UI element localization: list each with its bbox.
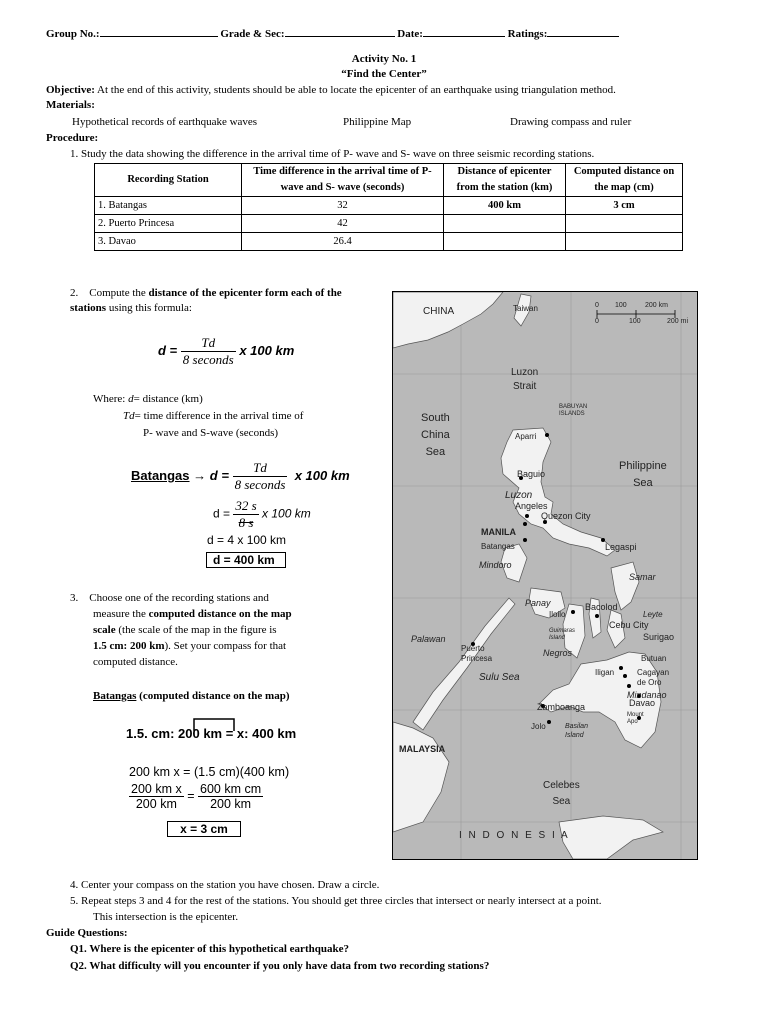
worksheet-header: [46, 26, 619, 40]
batangas-calc-line3: d = 4 x 100 km: [207, 533, 287, 547]
map-label: MANILA: [481, 527, 516, 537]
table-cell[interactable]: [566, 215, 683, 233]
scale-km: 0: [595, 302, 599, 309]
map-label: Mount Apo: [627, 712, 644, 725]
table-row: [95, 197, 683, 215]
table-cell: 2. Puerto Princesa: [95, 215, 242, 233]
question-2: Q2. What difficulty will you encounter if you only have data from two recording stations?: [70, 960, 490, 972]
map-label: Taiwan: [513, 304, 538, 313]
step-3-bold: computed distance on the map: [148, 608, 292, 620]
step-3-text: (the scale of the map in the figure is: [115, 624, 277, 636]
question-1: Q1. Where is the epicenter of this hypothetical earthquake?: [70, 943, 349, 955]
map-label: Palawan: [411, 634, 446, 644]
map-label: Iloilo: [549, 610, 566, 619]
arrow-icon: →: [193, 467, 207, 483]
formula-rhs: x 100 km: [239, 342, 295, 358]
calc-fraction: [233, 460, 288, 493]
calc-rhs: x 100 km: [294, 467, 350, 483]
table-cell[interactable]: [444, 233, 566, 251]
map-label: Legaspi: [605, 542, 637, 552]
formula-numerator: Td: [181, 335, 236, 352]
where-desc: = time difference in the arrival time of: [134, 410, 304, 422]
table-header: Computed distance on the map (cm): [566, 164, 683, 197]
objective: [46, 84, 616, 96]
map-calc-result: x = 3 cm: [167, 821, 241, 837]
map-calc-line1: 200 km x = (1.5 cm)(400 km): [129, 765, 290, 779]
batangas-calc-line1: [131, 460, 350, 493]
step-5-cont: This intersection is the epicenter.: [93, 911, 239, 923]
calc-lhs: d =: [209, 467, 229, 483]
table-header: Distance of epicenter from the station (km): [444, 164, 566, 197]
equals-sign: =: [187, 788, 195, 803]
table-cell[interactable]: [566, 233, 683, 251]
calc-denominator: 8 seconds: [234, 477, 286, 492]
where-desc: = distance (km): [133, 393, 203, 405]
step-3-bold: 1.5 cm: 200 km: [93, 640, 165, 652]
activity-subtitle: “Find the Center”: [341, 68, 427, 80]
batangas-map-label-rest: (computed distance on the map): [136, 690, 290, 702]
step-5: 5. Repeat steps 3 and 4 for the rest of the stations. You should get three circles that intersect or nearly intersect at a point.: [70, 895, 602, 907]
step-number: 3.: [70, 592, 79, 604]
map-label: I N D O N E S I A: [459, 830, 570, 841]
table-header-row: [95, 164, 683, 197]
scale-mi: 0: [595, 318, 599, 325]
map-label: Leyte: [643, 610, 663, 619]
step-4: 4. Center your compass on the station you have chosen. Draw a circle.: [70, 879, 380, 891]
step-3-text: Choose one of the recording stations and: [89, 592, 269, 604]
calc-rhs: x 100 km: [262, 506, 311, 521]
table-header: Recording Station: [95, 164, 242, 197]
map-label: Sulu Sea: [479, 672, 520, 683]
table-cell: 3. Davao: [95, 233, 242, 251]
table-cell: 32: [242, 197, 444, 215]
calc-fraction: [129, 782, 184, 811]
scale-km: 200 km: [645, 302, 668, 309]
calc-numerator: 200 km x: [131, 782, 182, 796]
calc-numerator: Td: [233, 460, 288, 477]
map-label: Puerto Princesa: [461, 644, 493, 663]
batangas-result: d = 400 km: [206, 552, 286, 568]
table-cell[interactable]: [444, 215, 566, 233]
calc-numerator: 32 s: [235, 498, 257, 513]
calc-numerator: 600 km cm: [200, 782, 262, 796]
batangas-map-label: Batangas: [93, 690, 137, 702]
calc-fraction: [233, 498, 258, 531]
map-label: Cebu City: [609, 620, 649, 630]
map-label: Zamboanga: [537, 702, 586, 712]
group-label: Group No.:: [46, 28, 100, 40]
scale-ratio: 1.5. cm: 200 km = x: 400 km: [126, 726, 297, 741]
date-field[interactable]: [423, 26, 505, 37]
map-label: MALAYSIA: [399, 744, 446, 754]
table-cell: 400 km: [444, 197, 566, 215]
ratings-label: Ratings:: [507, 28, 548, 40]
step-2: [70, 286, 360, 316]
map-label: Bacolod: [585, 602, 618, 612]
map-label: Cagayan de Oro: [637, 668, 670, 687]
formula-legend: [93, 391, 303, 442]
map-label: Mindanao: [627, 690, 667, 700]
scale-mi: 200 mi: [667, 318, 689, 325]
step-3-text: ). Set your compass for that: [164, 640, 287, 652]
material-item: Hypothetical records of earthquake waves: [72, 116, 258, 128]
distance-formula: [158, 335, 294, 368]
step-3-bold: scale: [93, 624, 116, 636]
map-label: Celebes Sea: [543, 780, 580, 807]
map-label: Baguio: [517, 469, 546, 479]
map-label: Davao: [629, 698, 656, 708]
grade-field[interactable]: [285, 26, 395, 37]
formula-denominator: 8 seconds: [182, 352, 234, 367]
map-label: BABUYAN ISLANDS: [559, 404, 588, 417]
map-label: Batangas: [481, 542, 515, 551]
map-label: Basilan Island: [565, 723, 588, 739]
step-1: 1. Study the data showing the difference in the arrival time of P- wave and S- wave on three seismic recording stations.: [70, 148, 595, 160]
map-label: Luzon: [505, 490, 533, 501]
procedure-label: Procedure:: [46, 132, 99, 144]
ratings-field[interactable]: [547, 26, 619, 37]
guide-questions-label: Guide Questions:: [46, 927, 128, 939]
table-cell: 1. Batangas: [95, 197, 242, 215]
material-item: Drawing compass and ruler: [510, 116, 632, 128]
map-label: Mindoro: [479, 560, 512, 570]
table-cell: 26.4: [242, 233, 444, 251]
grade-label: Grade & Sec:: [220, 28, 285, 40]
table-header: Time difference in the arrival time of P- wave and S- wave (seconds): [242, 164, 444, 197]
ratio-bracket: [190, 717, 238, 731]
activity-title: Activity No. 1: [351, 53, 417, 65]
formula-fraction: [181, 335, 236, 368]
map-label: Samar: [629, 572, 656, 582]
map-label: Iligan: [595, 668, 615, 677]
philippine-map: [392, 291, 698, 860]
map-label: Surigao: [643, 632, 675, 642]
material-item: Philippine Map: [343, 116, 412, 128]
map-label: Butuan: [641, 654, 667, 663]
step-2-bold: distance of the epicenter form each of the stations: [70, 287, 342, 314]
objective-label: Objective:: [46, 84, 95, 96]
map-label: Jolo: [531, 722, 546, 731]
formula-lhs: d =: [158, 342, 178, 358]
step-2-text: Compute the: [89, 287, 149, 299]
group-field[interactable]: [100, 26, 218, 37]
scale-mi: 100: [629, 318, 641, 325]
table-cell: 3 cm: [566, 197, 683, 215]
table-cell: 42: [242, 215, 444, 233]
calc-fraction: [198, 782, 263, 811]
date-label: Date:: [397, 28, 423, 40]
where-var: Td: [123, 410, 135, 422]
map-label: Philippine Sea: [619, 460, 667, 489]
map-label: Negros: [543, 648, 573, 658]
materials-label: Materials:: [46, 99, 95, 111]
step-3-text: computed distance.: [93, 656, 178, 668]
map-calc-line2: [129, 782, 263, 811]
calc-denominator: 8 s: [238, 515, 254, 530]
table-row: [95, 215, 683, 233]
step-3-text: measure the: [93, 608, 149, 620]
calc-lhs: d =: [213, 506, 231, 521]
where-desc: P- wave and S-wave (seconds): [143, 427, 279, 439]
map-label: Luzon Strait: [511, 367, 539, 392]
map-label: Aparri: [515, 432, 537, 441]
where-var: d: [128, 393, 134, 405]
calc-denominator: 200 km: [135, 797, 177, 811]
where-label: Where:: [93, 393, 129, 405]
map-label: Quezon City: [541, 511, 591, 521]
map-label: Guimaras Island: [549, 628, 576, 641]
step-number: 2.: [70, 287, 79, 299]
batangas-label: Batangas: [131, 467, 190, 483]
calc-denominator: 200 km: [210, 797, 252, 811]
map-label: Panay: [525, 598, 551, 608]
objective-text: At the end of this activity, students should be able to locate the epicenter of an earthquake using triangulation method.: [97, 84, 616, 96]
map-label: CHINA: [423, 306, 455, 317]
batangas-calc-line2: [213, 498, 311, 531]
seismic-data-table: [94, 163, 683, 251]
batangas-map-heading: [93, 690, 290, 702]
scale-km: 100: [615, 302, 627, 309]
step-2-text: using this formula:: [106, 302, 192, 314]
map-label: Angeles: [515, 501, 548, 511]
table-row: [95, 233, 683, 251]
step-3: [70, 590, 370, 670]
map-label: South China Sea: [421, 412, 450, 458]
